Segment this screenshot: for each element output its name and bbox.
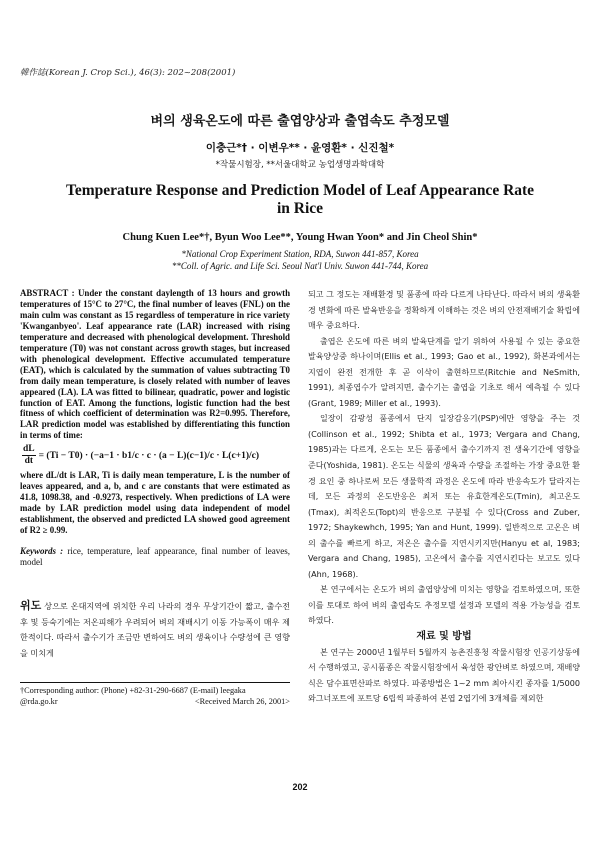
paragraph-2: 출엽은 온도에 따른 벼의 발육단계를 알기 위하여 사용될 수 있는 중요한 발육양상중 하나이며(Ellis et al., 1993; Gao et al., 1992), 화본과에서는 지엽이 완전 전개한 후 곧 이삭이 출현하므로(Ritchie and NeSmith, 1991), 최종엽수가 알려지면, 출수기는 출엽을 기초로 해서 예측될 수 있다(Grant, 1989; Miller et al., 1993). <box>308 336 580 408</box>
footnote <box>20 685 290 707</box>
korean-title: 벼의 생육온도에 따른 출엽양상과 출엽속도 추정모델 <box>150 114 450 129</box>
right-column <box>308 287 580 707</box>
korean-authors: 이충근*† · 이변우** · 윤영환* · 신진철* <box>205 142 395 154</box>
footnote-line-2 <box>20 696 290 707</box>
lar-equation <box>22 444 290 467</box>
footnote-email-domain: @rda.go.kr <box>20 697 58 706</box>
paragraph-1: 되고 그 정도는 재배환경 및 품종에 따라 다르게 나타난다. 따라서 벼의 생육환경 변화에 따른 발육반응을 정확하게 이해하는 것은 벼의 안전재배기술 확립에 매우 중요하다. <box>308 290 580 331</box>
left-column <box>20 288 290 568</box>
intro-left-body: 상으로 온대지역에 위치한 우리 나라의 경우 무상기간이 짧고, 출수전후 및 등숙기에는 저온피해가 우려되어 벼의 재배시기 이동 가능폭이 매우 제한적이다. 따라서 출수기가 조금만 변하여도 벼의 생육이나 수량성에 큰 영향을 미치게 <box>20 601 290 658</box>
footnote-line-1: †Corresponding author: (Phone) +82-31-290-6687 (E-mail) leegaka <box>20 686 246 695</box>
affiliation-line-2: **Coll. of Agric. and Life Sci. Seoul Nat'l Univ. Suwon 441-744, Korea <box>171 261 429 271</box>
intro-left-text <box>20 598 290 661</box>
keywords <box>20 546 290 568</box>
abstract-part-1 <box>20 288 290 441</box>
abstract-text-1: Under the constant daylength of 13 hours and growth temperatures of 15°C to 27°C, the final number of leaves (FNL) on the main culm was constant as 15 regardless of temperature in rice variety 'Kwanganbyeo'. Leaf appearance rate (LAR) increased with rising temperature and decreased with phenological development. Threshold temperature (T0) was not constant across growth stages, but increased with phenological development. Effective accumulated temperature (EAT), which is calculated by the summation of values subtracting T0 from daily mean temperature, is closely related with number of leaves appeared (LA). LA was fitted to bilinear, quadratic, power and logistic function of EAT. Among the functions, logistic function had the best fitness of which coefficient of determination was R2=0.995. Therefore, LAR prediction model was established by differentiating this function in terms of time: <box>20 288 291 441</box>
footnote-received: <Received March 26, 2001> <box>194 697 290 706</box>
page-number: 202 <box>292 782 308 792</box>
korean-affiliation: *작물시험장, **서울대학교 농업생명과학대학 <box>215 160 385 170</box>
section-heading: 재료 및 방법 <box>416 631 472 643</box>
footnote-divider <box>20 682 290 683</box>
intro-lead-word: 위도 <box>20 599 42 612</box>
affiliation-line-1: *National Crop Experiment Station, RDA, Suwon 441-857, Korea <box>181 249 419 259</box>
equation-rhs: = (Ti − T0) · (−a−1 · b1/c · c · (a − L)(c−1)/c · L(c+1)/c) <box>38 450 260 461</box>
keywords-text: rice, temperature, leaf appearance, final number of leaves, model <box>20 546 291 568</box>
equation-denominator: dt <box>24 456 34 467</box>
paragraph-5: 본 연구는 2000년 1월부터 5월까지 농촌진흥청 작물시험장 인공기상동에서 수행하였고, 공시품종은 작물시험장에서 육성한 광안벼로 하였으며, 재배양식은 담수표면산파로 하였다. 파종방법은 1~2 mm 최아시킨 종자를 1/5000 와그너포트에 포트당 6립씩 파종하여 본엽 2엽기에 3개체를 제외한 <box>308 647 580 704</box>
keywords-label: Keywords : <box>20 546 64 557</box>
journal-header: 韓作誌(Korean J. Crop Sci.), 46(3): 202~208(2001) <box>20 68 236 78</box>
english-affiliation <box>0 248 600 272</box>
abstract-part-2: where dL/dt is LAR, Ti is daily mean temperature, L is the number of leaves appeared, and a, b, and c are constants that were estimated as 41.8, 1098.38, and -0.9273, respectively. When predictions of LA were made by LAR prediction model using data independent of model establishment, the observed and predicted LA showed good agreement of R2 ≥ 0.99. <box>20 470 290 536</box>
paragraph-3: 일장이 감광성 품종에서 단지 일장감응기(PSP)에만 영향을 주는 것(Collinson et al., 1992; Shibta et al., 1973; Vergara and Chang, 1985)과는 다르게, 온도는 모든 품종에서 출수기까지 전 생육기간에 영향을 준다(Yoshida, 1981). 온도는 식물의 생육과 수량을 조절하는 가장 중요한 환경 요인 중 하나로써 모든 생물학적 과정은 온도에 따라 반응속도가 달라지는데, 모든 과정의 온도반응은 최저 또는 유효한계온도(Tmin), 최고온도(Tmax), 최적온도(Topt)의 반응으로 구분될 수 있다(Cross and Zuber, 1972; Shaykewhch, 1995; Yan and Hunt, 1999). 일반적으로 고온은 벼의 출수를 빠르게 하고, 저온은 출수를 지연시키지만(Hanyu et al, 1983; Vergara and Chang, 1985), 고온에서 출수를 지연시킨다는 보고도 있다(Ahn, 1968). <box>308 414 580 579</box>
english-authors: Chung Kuen Lee*†, Byun Woo Lee**, Young Hwan Yoon* and Jin Cheol Shin* <box>122 232 478 243</box>
equation-fraction <box>22 444 36 467</box>
equation-numerator: dL <box>23 444 35 455</box>
english-title: Temperature Response and Prediction Model of Leaf Appearance Rate in Rice <box>65 182 535 217</box>
paragraph-4: 본 연구에서는 온도가 벼의 출엽양상에 미치는 영향을 검토하였으며, 또한 이를 토대로 하여 벼의 출엽속도 추정모델 설정과 모델의 적용 가능성을 검토하였다. <box>308 585 580 626</box>
abstract-label: ABSTRACT : <box>20 288 75 298</box>
